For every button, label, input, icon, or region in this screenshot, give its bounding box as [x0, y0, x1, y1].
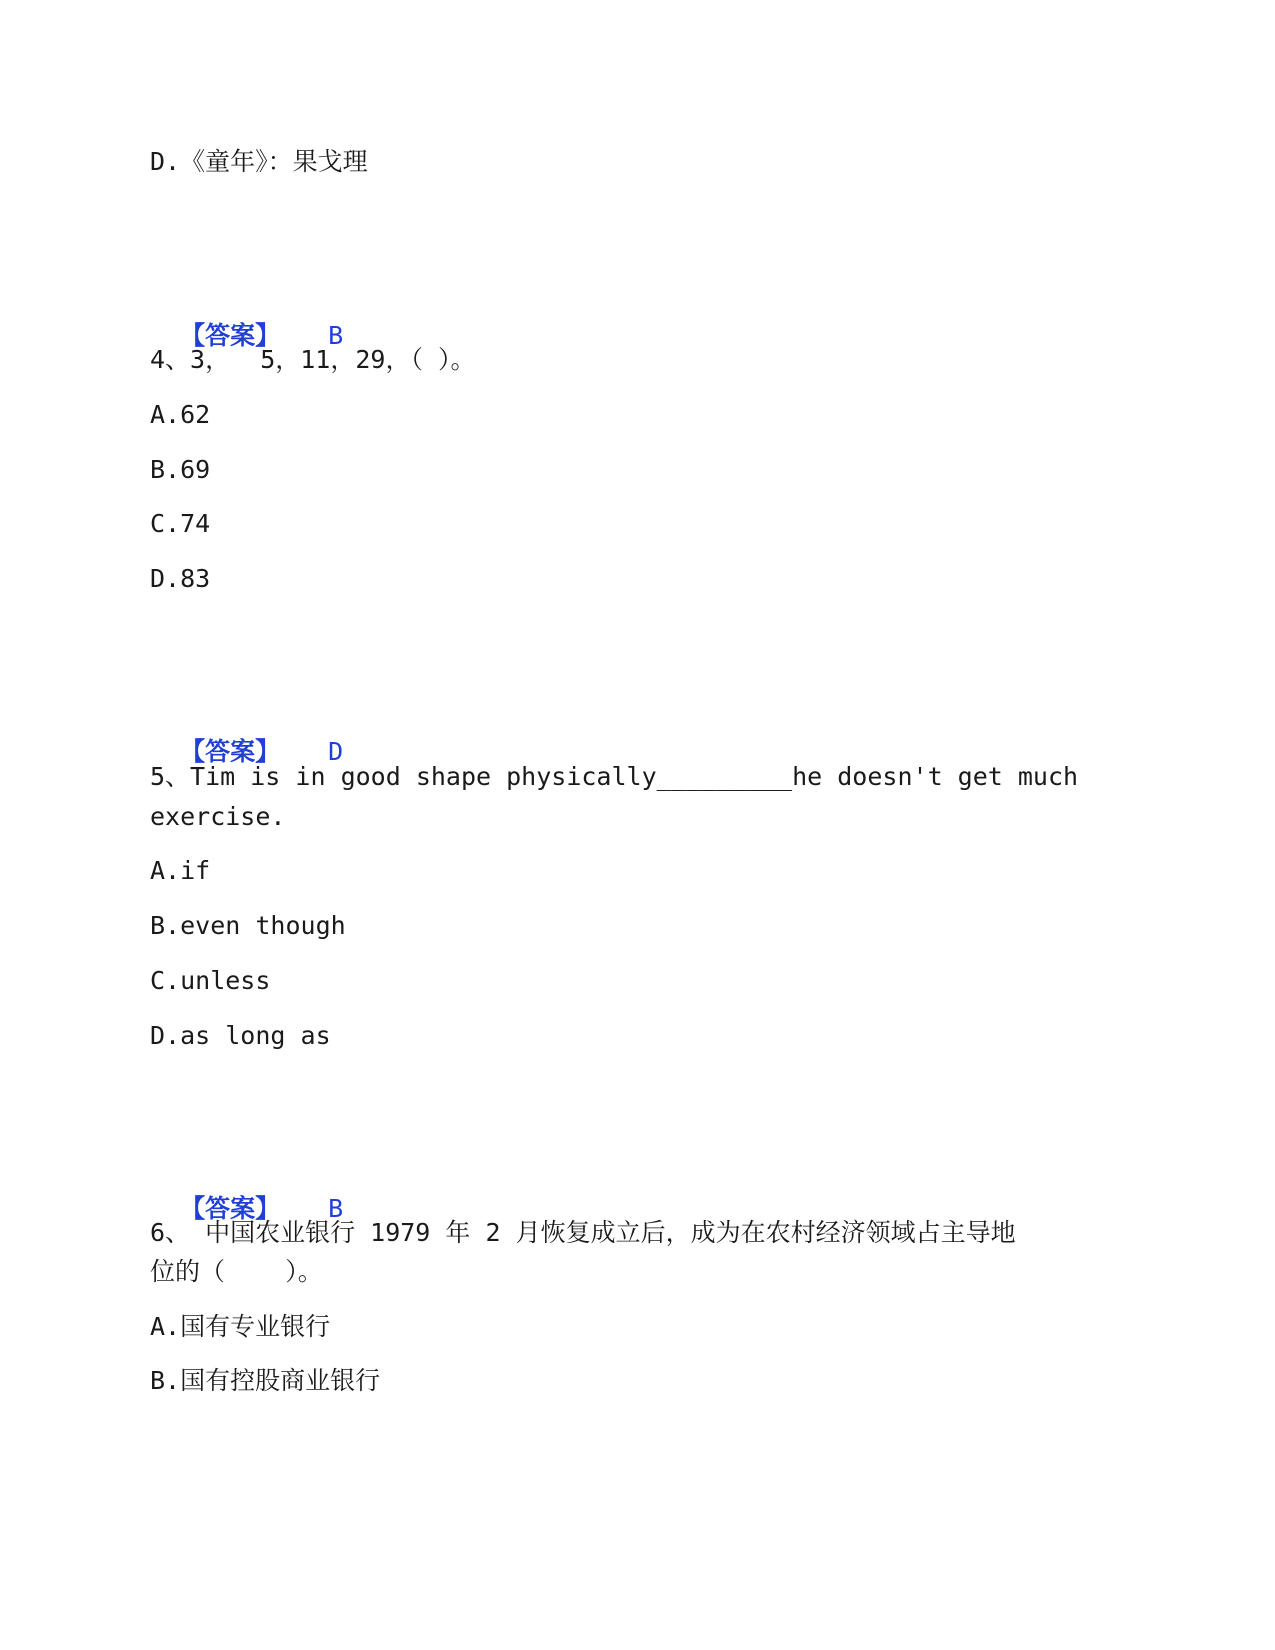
answer-5	[150, 1164, 343, 1224]
answer-3	[150, 291, 343, 351]
question-5-option-a: A.if	[150, 856, 211, 885]
question-4-option-b: B.69	[150, 455, 211, 484]
question-6-stem-line-2: 位的（ ）。	[150, 1257, 323, 1286]
question-4-option-a: A.62	[150, 400, 211, 429]
question-4-stem: 4、3， 5，11，29，（ ）。	[150, 345, 476, 374]
question-6-stem-line-1: 6、 中国农业银行 1979 年 2 月恢复成立后，成为在农村经济领域占主导地	[150, 1218, 1016, 1247]
answer-label: 【答案】	[180, 1194, 281, 1223]
answer-value: D	[328, 737, 344, 766]
question-4-option-c: C.74	[150, 509, 211, 538]
question-6-option-a: A.国有专业银行	[150, 1312, 331, 1341]
question-5-stem-line-1: 5、Tim is in good shape physically_________he doesn't get much	[150, 762, 1079, 791]
answer-4	[150, 707, 343, 767]
answer-value: B	[328, 1194, 344, 1223]
question-4-option-d: D.83	[150, 564, 211, 593]
question-5-stem-line-2: exercise.	[150, 802, 286, 831]
answer-value: B	[328, 321, 344, 350]
question-5-option-c: C.unless	[150, 966, 271, 995]
answer-label: 【答案】	[180, 737, 281, 766]
question-6-option-b: B.国有控股商业银行	[150, 1366, 381, 1395]
answer-label: 【答案】	[180, 321, 281, 350]
question-5-option-d: D.as long as	[150, 1021, 331, 1050]
question-3-option-d: D.《童年》：果戈理	[150, 147, 368, 176]
question-5-option-b: B.even though	[150, 911, 346, 940]
